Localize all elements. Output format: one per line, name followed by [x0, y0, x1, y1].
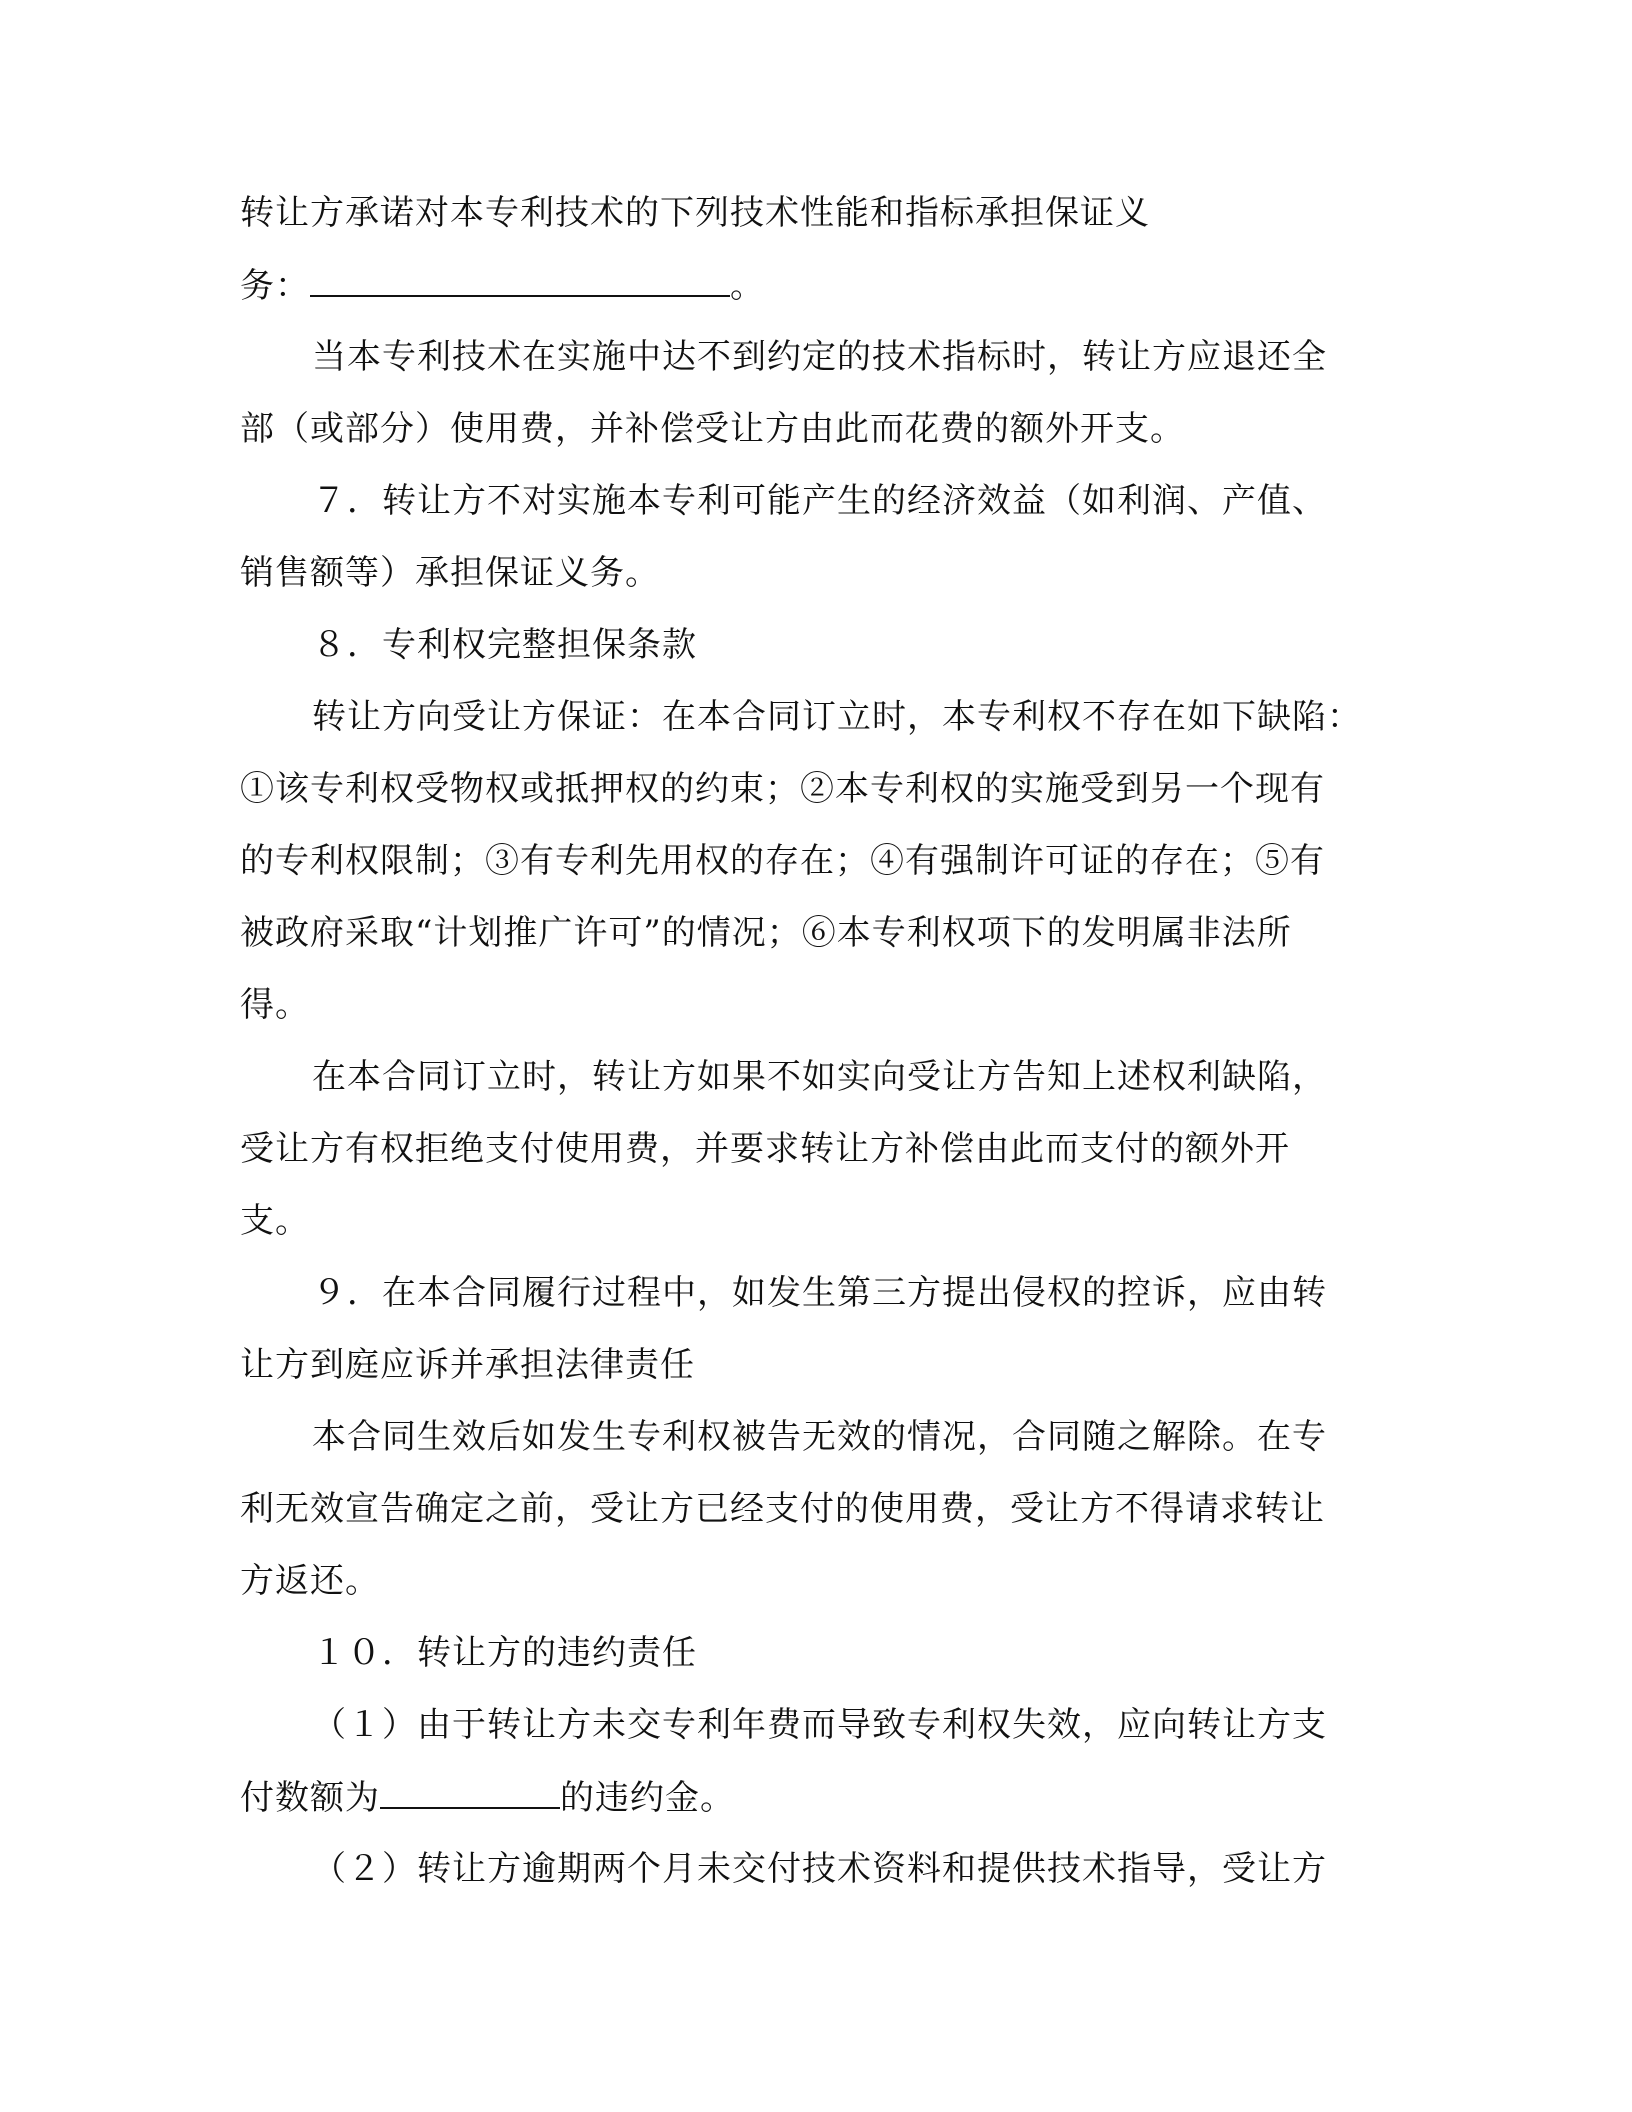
- text-line: 支。: [240, 1201, 310, 1241]
- text-line: 得。: [240, 985, 310, 1025]
- text-line: 部（或部分）使用费，并补偿受让方由此而花费的额外开支。: [240, 409, 1185, 449]
- sub-clause-1-line: （１）由于转让方未交专利年费而导致专利权失效，应向转让方支: [312, 1705, 1327, 1745]
- paragraph-line: 本合同生效后如发生专利权被告无效的情况，合同随之解除。在专: [312, 1417, 1327, 1457]
- paragraph-line: 当本专利技术在实施中达不到约定的技术指标时，转让方应退还全: [312, 337, 1327, 377]
- text-line: ①该专利权受物权或抵押权的约束；②本专利权的实施受到另一个现有: [240, 769, 1325, 809]
- text-line: 付数额为 的违约金。: [240, 1778, 735, 1818]
- text-line: 被政府采取“计划推广许可”的情况；⑥本专利权项下的发明属非法所: [240, 913, 1292, 953]
- blank-underline: [380, 1777, 560, 1809]
- paragraph-line: 转让方向受让方保证：在本合同订立时，本专利权不存在如下缺陷：: [312, 697, 1362, 737]
- sub-clause-2-line: （２）转让方逾期两个月未交付技术资料和提供技术指导，受让方: [312, 1849, 1327, 1889]
- text-line: 方返还。: [240, 1561, 380, 1601]
- text-line: 让方到庭应诉并承担法律责任: [240, 1345, 695, 1385]
- clause-9-line: ９．在本合同履行过程中，如发生第三方提出侵权的控诉，应由转: [312, 1273, 1327, 1313]
- text-line: 的专利权限制；③有专利先用权的存在；④有强制许可证的存在；⑤有: [240, 841, 1325, 881]
- text-line: 利无效宣告确定之前，受让方已经支付的使用费，受让方不得请求转让: [240, 1489, 1325, 1529]
- clause-10-heading: １０．转让方的违约责任: [312, 1633, 697, 1673]
- clause-8-heading: ８．专利权完整担保条款: [312, 625, 697, 665]
- clause-7-line: ７．转让方不对实施本专利可能产生的经济效益（如利润、产值、: [312, 481, 1327, 521]
- paragraph-line: 在本合同订立时，转让方如果不如实向受让方告知上述权利缺陷，: [312, 1057, 1327, 1097]
- text-line: 务： 。: [240, 266, 765, 306]
- text-line: 销售额等）承担保证义务。: [240, 553, 660, 593]
- text-line: 受让方有权拒绝支付使用费，并要求转让方补偿由此而支付的额外开: [240, 1129, 1290, 1169]
- text-line: 转让方承诺对本专利技术的下列技术性能和指标承担保证义: [240, 193, 1150, 233]
- blank-underline: [310, 265, 730, 297]
